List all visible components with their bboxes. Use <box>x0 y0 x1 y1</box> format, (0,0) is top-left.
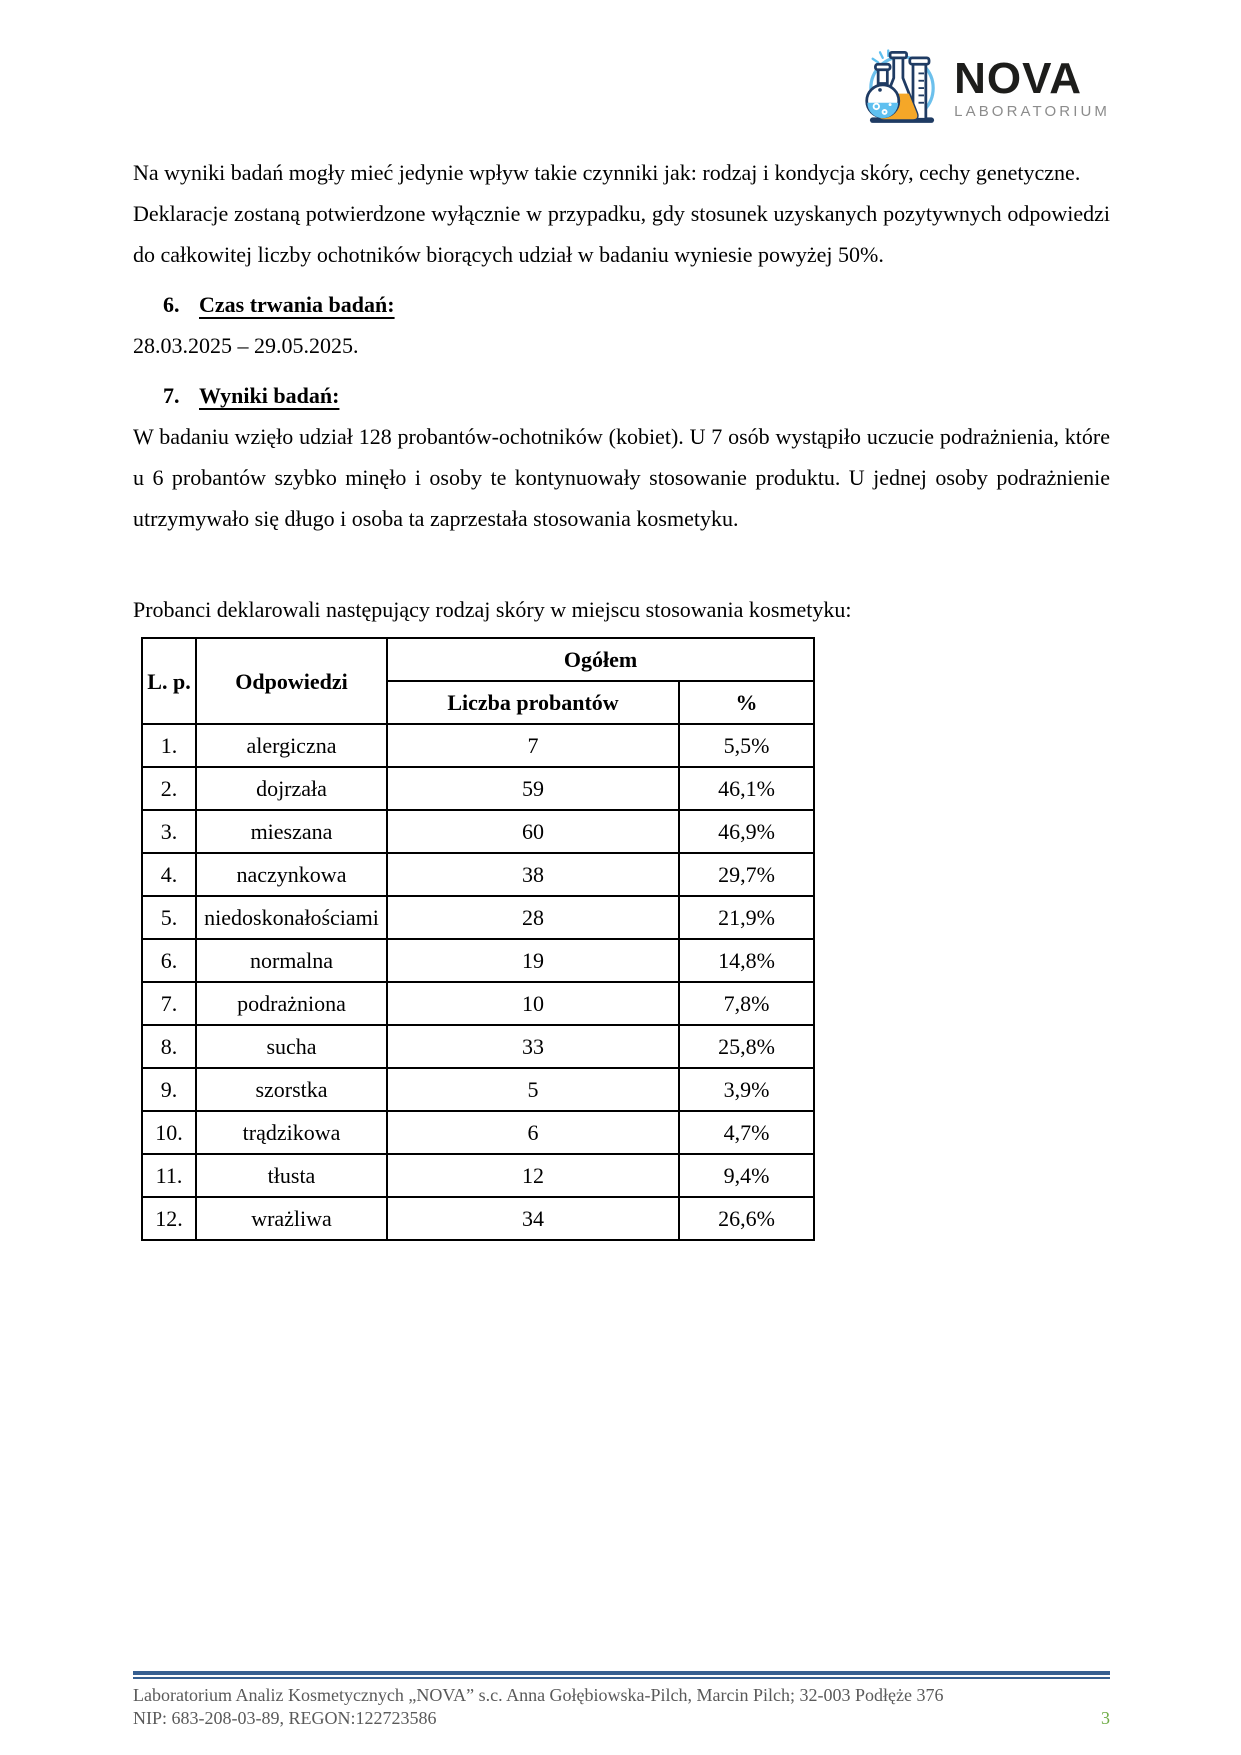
page-number: 3 <box>1101 1708 1110 1728</box>
table-row <box>142 982 814 1025</box>
skin-type-table <box>141 637 815 1241</box>
paragraph-declarations: Deklaracje zostaną potwierdzone wyłącznie w przypadku, gdy stosunek uzyskanych pozytywnych odpowiedzi do całkowitej liczby ochotników biorących udział w badaniu wyniesie powyżej 50%. <box>133 201 1110 267</box>
row-count-cell: 12 <box>387 1154 679 1197</box>
col-header-lp: L. p. <box>142 638 196 724</box>
row-count-cell: 60 <box>387 810 679 853</box>
heading-text: Czas trwania badań: <box>199 292 395 317</box>
header <box>133 0 1110 132</box>
row-number-cell: 7. <box>142 982 196 1025</box>
heading-study-results <box>133 375 1110 416</box>
row-count-cell: 34 <box>387 1197 679 1240</box>
row-answer-cell: naczynkowa <box>196 853 387 896</box>
row-count-cell: 33 <box>387 1025 679 1068</box>
row-answer-cell: tłusta <box>196 1154 387 1197</box>
footer-line-nip-regon: NIP: 683-208-03-89, REGON:122723586 <box>133 1708 437 1728</box>
table-intro: Probanci deklarowali następujący rodzaj skóry w miejscu stosowania kosmetyku: <box>133 597 852 622</box>
skin-table-body <box>142 724 814 1240</box>
row-count-cell: 6 <box>387 1111 679 1154</box>
footer-text <box>133 1684 1110 1730</box>
row-percent-cell: 9,4% <box>679 1154 814 1197</box>
row-number-cell: 5. <box>142 896 196 939</box>
paragraph-skin-factors: Na wyniki badań mogły mieć jedynie wpływ takie czynniki jak: rodzaj i kondycja skóry, cechy genetyczne. <box>133 160 1081 185</box>
logo-text <box>954 54 1110 121</box>
row-percent-cell: 25,8% <box>679 1025 814 1068</box>
table-row <box>142 767 814 810</box>
footer-line-company: Laboratorium Analiz Kosmetycznych „NOVA” s.c. Anna Gołębiowska-Pilch, Marcin Pilch; 32-003 Podłęże 376 <box>133 1685 944 1705</box>
page-footer <box>133 1671 1110 1730</box>
row-answer-cell: szorstka <box>196 1068 387 1111</box>
row-number-cell: 10. <box>142 1111 196 1154</box>
row-number-cell: 9. <box>142 1068 196 1111</box>
row-count-cell: 19 <box>387 939 679 982</box>
skin-table-head <box>142 638 814 724</box>
col-header-answers: Odpowiedzi <box>196 638 387 724</box>
row-number-cell: 8. <box>142 1025 196 1068</box>
lab-flasks-icon <box>858 46 946 132</box>
logo-subtitle: LABORATORIUM <box>954 103 1110 120</box>
row-percent-cell: 5,5% <box>679 724 814 767</box>
row-number-cell: 12. <box>142 1197 196 1240</box>
row-number-cell: 11. <box>142 1154 196 1197</box>
footer-rule <box>133 1671 1110 1679</box>
row-percent-cell: 29,7% <box>679 853 814 896</box>
heading-number: 7. <box>163 383 180 408</box>
table-row <box>142 724 814 767</box>
row-percent-cell: 26,6% <box>679 1197 814 1240</box>
row-answer-cell: wrażliwa <box>196 1197 387 1240</box>
col-header-total: Ogółem <box>387 638 814 681</box>
document-body <box>133 152 1110 1241</box>
paragraph-results: W badaniu wzięło udział 128 probantów-ochotników (kobiet). U 7 osób wystąpiło uczucie podrażnienia, które u 6 probantów szybko minęło i osoby te kontynuowały stosowanie produktu. U jednej osoby podrażnienie utrzymywało się długo i osoba ta zaprzestała stosowania kosmetyku. <box>133 424 1110 531</box>
row-answer-cell: podrażniona <box>196 982 387 1025</box>
row-percent-cell: 3,9% <box>679 1068 814 1111</box>
row-percent-cell: 21,9% <box>679 896 814 939</box>
row-answer-cell: mieszana <box>196 810 387 853</box>
table-row <box>142 853 814 896</box>
heading-study-duration <box>133 284 1110 325</box>
row-percent-cell: 4,7% <box>679 1111 814 1154</box>
row-answer-cell: niedoskonałościami <box>196 896 387 939</box>
row-percent-cell: 46,1% <box>679 767 814 810</box>
row-count-cell: 59 <box>387 767 679 810</box>
row-number-cell: 4. <box>142 853 196 896</box>
row-percent-cell: 7,8% <box>679 982 814 1025</box>
row-answer-cell: sucha <box>196 1025 387 1068</box>
logo-name: NOVA <box>954 54 1083 103</box>
table-row <box>142 1025 814 1068</box>
row-percent-cell: 46,9% <box>679 810 814 853</box>
col-header-count: Liczba probantów <box>387 681 679 724</box>
row-count-cell: 7 <box>387 724 679 767</box>
row-number-cell: 1. <box>142 724 196 767</box>
row-number-cell: 3. <box>142 810 196 853</box>
heading-number: 6. <box>163 292 180 317</box>
table-row <box>142 810 814 853</box>
row-count-cell: 10 <box>387 982 679 1025</box>
table-row <box>142 1154 814 1197</box>
row-number-cell: 2. <box>142 767 196 810</box>
row-count-cell: 5 <box>387 1068 679 1111</box>
table-row <box>142 939 814 982</box>
table-row <box>142 896 814 939</box>
row-answer-cell: alergiczna <box>196 724 387 767</box>
row-answer-cell: normalna <box>196 939 387 982</box>
row-count-cell: 28 <box>387 896 679 939</box>
col-header-percent: % <box>679 681 814 724</box>
row-number-cell: 6. <box>142 939 196 982</box>
table-row <box>142 1111 814 1154</box>
study-duration-dates: 28.03.2025 – 29.05.2025. <box>133 333 359 358</box>
row-count-cell: 38 <box>387 853 679 896</box>
row-answer-cell: dojrzała <box>196 767 387 810</box>
nova-logo <box>858 46 1110 132</box>
table-row <box>142 1068 814 1111</box>
heading-text: Wyniki badań: <box>199 383 340 408</box>
table-row <box>142 1197 814 1240</box>
page-content <box>133 0 1110 1241</box>
row-percent-cell: 14,8% <box>679 939 814 982</box>
row-answer-cell: trądzikowa <box>196 1111 387 1154</box>
